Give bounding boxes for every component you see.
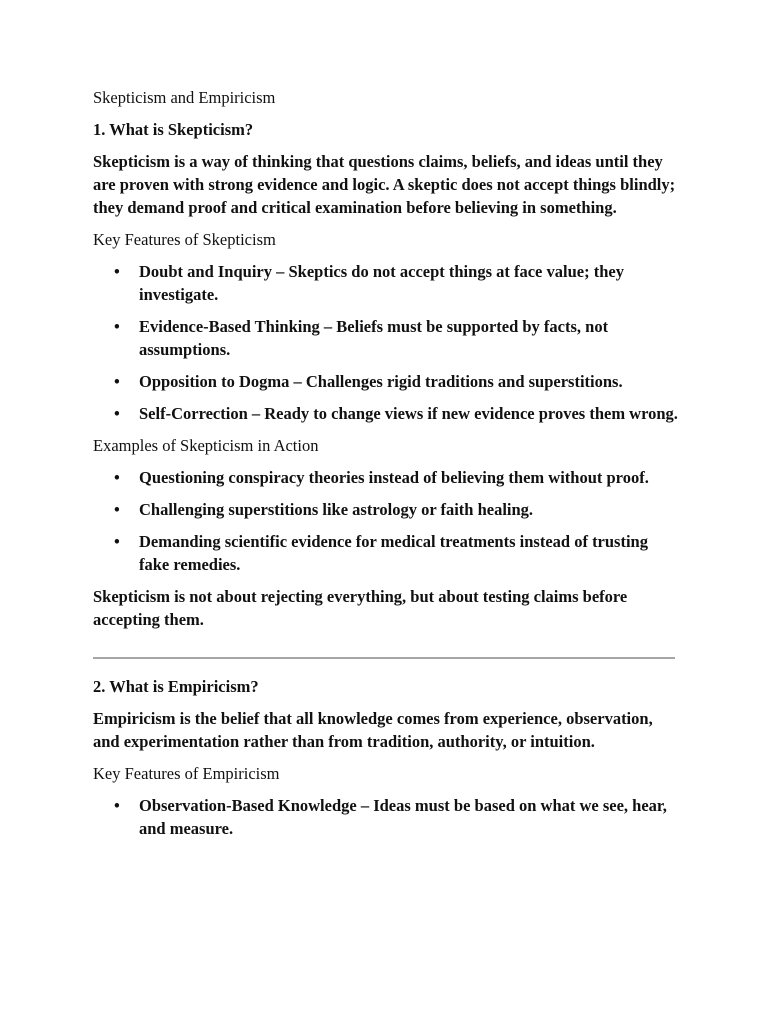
list-item (93, 315, 678, 361)
bullet-icon: • (114, 500, 120, 519)
bullet-icon: • (114, 317, 120, 336)
list-item-text: Questioning conspiracy theories instead of believing them without proof. (139, 468, 649, 487)
skepticism-features-list (93, 260, 678, 425)
document-title: Skepticism and Empiricism (93, 88, 276, 107)
bullet-icon: • (114, 796, 120, 815)
bullet-icon: • (114, 468, 120, 487)
list-item-text: Opposition to Dogma – Challenges rigid traditions and superstitions. (139, 372, 623, 391)
bullet-icon: • (114, 262, 120, 281)
list-item (93, 530, 678, 576)
bullet-icon: • (114, 404, 120, 423)
list-item-text: Observation-Based Knowledge – Ideas must be based on what we see, hear, and measure. (139, 796, 667, 838)
list-item (93, 466, 678, 489)
list-item (93, 794, 678, 840)
list-item-text: Self-Correction – Ready to change views if new evidence proves them wrong. (139, 404, 678, 423)
section-divider (93, 657, 675, 659)
list-item (93, 370, 678, 393)
bullet-icon: • (114, 532, 120, 551)
list-item-text: Challenging superstitions like astrology or faith healing. (139, 500, 534, 519)
section-heading-empiricism: 2. What is Empiricism? (93, 677, 259, 696)
empiricism-features-heading: Key Features of Empiricism (93, 764, 280, 783)
list-item-text: Doubt and Inquiry – Skeptics do not accept things at face value; they investigate. (139, 262, 624, 304)
list-item-text: Evidence-Based Thinking – Beliefs must be supported by facts, not assumptions. (139, 317, 609, 359)
empiricism-intro-paragraph: Empiricism is the belief that all knowledge comes from experience, observation, and experimentation rather than from tradition, authority, or intuition. (93, 709, 653, 751)
skepticism-examples-list (93, 466, 678, 576)
list-item (93, 260, 678, 306)
bullet-icon: • (114, 372, 120, 391)
list-item-text: Demanding scientific evidence for medical treatments instead of trusting fake remedies. (139, 532, 648, 574)
document-page (93, 86, 678, 849)
skepticism-closing-paragraph: Skepticism is not about rejecting everything, but about testing claims before accepting them. (93, 587, 628, 629)
skepticism-intro-paragraph: Skepticism is a way of thinking that questions claims, beliefs, and ideas until they are proven with strong evidence and logic. A skeptic does not accept things blindly; they demand proof and critical examination before believing in something. (93, 152, 676, 217)
empiricism-features-list (93, 794, 678, 840)
list-item (93, 402, 678, 425)
list-item (93, 498, 678, 521)
skepticism-examples-heading: Examples of Skepticism in Action (93, 436, 319, 455)
skepticism-features-heading: Key Features of Skepticism (93, 230, 276, 249)
section-heading-skepticism: 1. What is Skepticism? (93, 120, 254, 139)
